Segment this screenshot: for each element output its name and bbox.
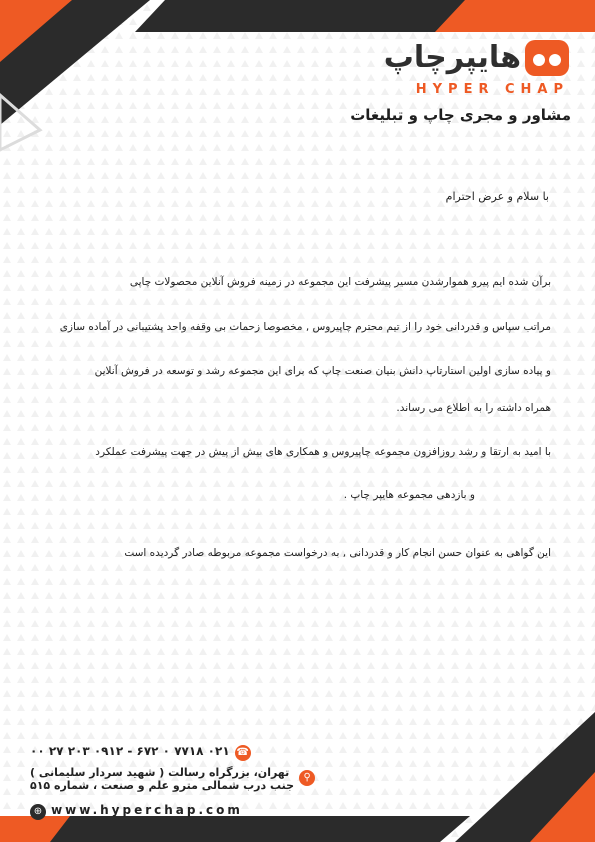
- letter-line: برآن شده ایم پیرو هموارشدن مسیر پیشرفت این مجموعه در زمینه فروش آنلاین محصولات چاپی: [129, 276, 551, 288]
- bottom-right-corner-decoration: [455, 712, 595, 842]
- brand-name-en: HYPER CHAP: [415, 82, 569, 97]
- letter-line: این گواهی به عنوان حسن انجام کار و قدردانی , به درخواست مجموعه مربوطه صادر گردیده است: [124, 547, 551, 559]
- website-link[interactable]: www.hyperchap.com: [51, 803, 243, 817]
- brand-name-fa: هایپرچاپ: [383, 40, 521, 75]
- footer-address: [30, 766, 315, 792]
- letter-line: با امید به ارتقا و رشد روزافزون مجموعه چاپیروس و همکاری های بیش از پیش در جهت پیشرفت عملکرد: [95, 446, 551, 458]
- location-icon: ⚲: [299, 770, 315, 786]
- footer-phones: [30, 740, 251, 761]
- globe-icon: ⊕: [30, 804, 46, 820]
- address-line-2: جنب درب شمالی مترو علم و صنعت ، شماره ۵۱۵: [30, 779, 295, 792]
- address-line-1: تهران، بزرگراه رسالت ( شهید سردار سلیمانی ): [30, 766, 290, 779]
- letter-line: و پیاده سازی اولین استارتاپ دانش بنیان صنعت چاپ که برای این مجموعه رشد و توسعه در فروش آنلاین: [94, 365, 551, 377]
- letter-line: و بازدهی مجموعه هایپر چاپ .: [343, 489, 475, 501]
- letter-greeting: با سلام و عرض احترام: [445, 190, 549, 203]
- letter-line: مراتب سپاس و قدردانی خود را از تیم محترم چاپیروس , مخصوصا زحمات بی وقفه واحد پشتیبانی در آماده سازی: [59, 321, 551, 333]
- brand-tagline: مشاور و مجری چاپ و تبلیغات: [350, 106, 571, 124]
- logo-mark-icon: [523, 38, 571, 78]
- phone-numbers: ۰۲۱ ۷۷۱۸ ۰ ۶۷۲ - ۰۹۱۲ ۲۰۳ ۲۷ ۰۰: [30, 744, 230, 758]
- top-right-band: [135, 0, 595, 32]
- letter-line: همراه داشته را به اطلاع می رساند.: [396, 402, 551, 414]
- phone-icon: ☎: [235, 745, 251, 761]
- footer-website: [30, 799, 243, 820]
